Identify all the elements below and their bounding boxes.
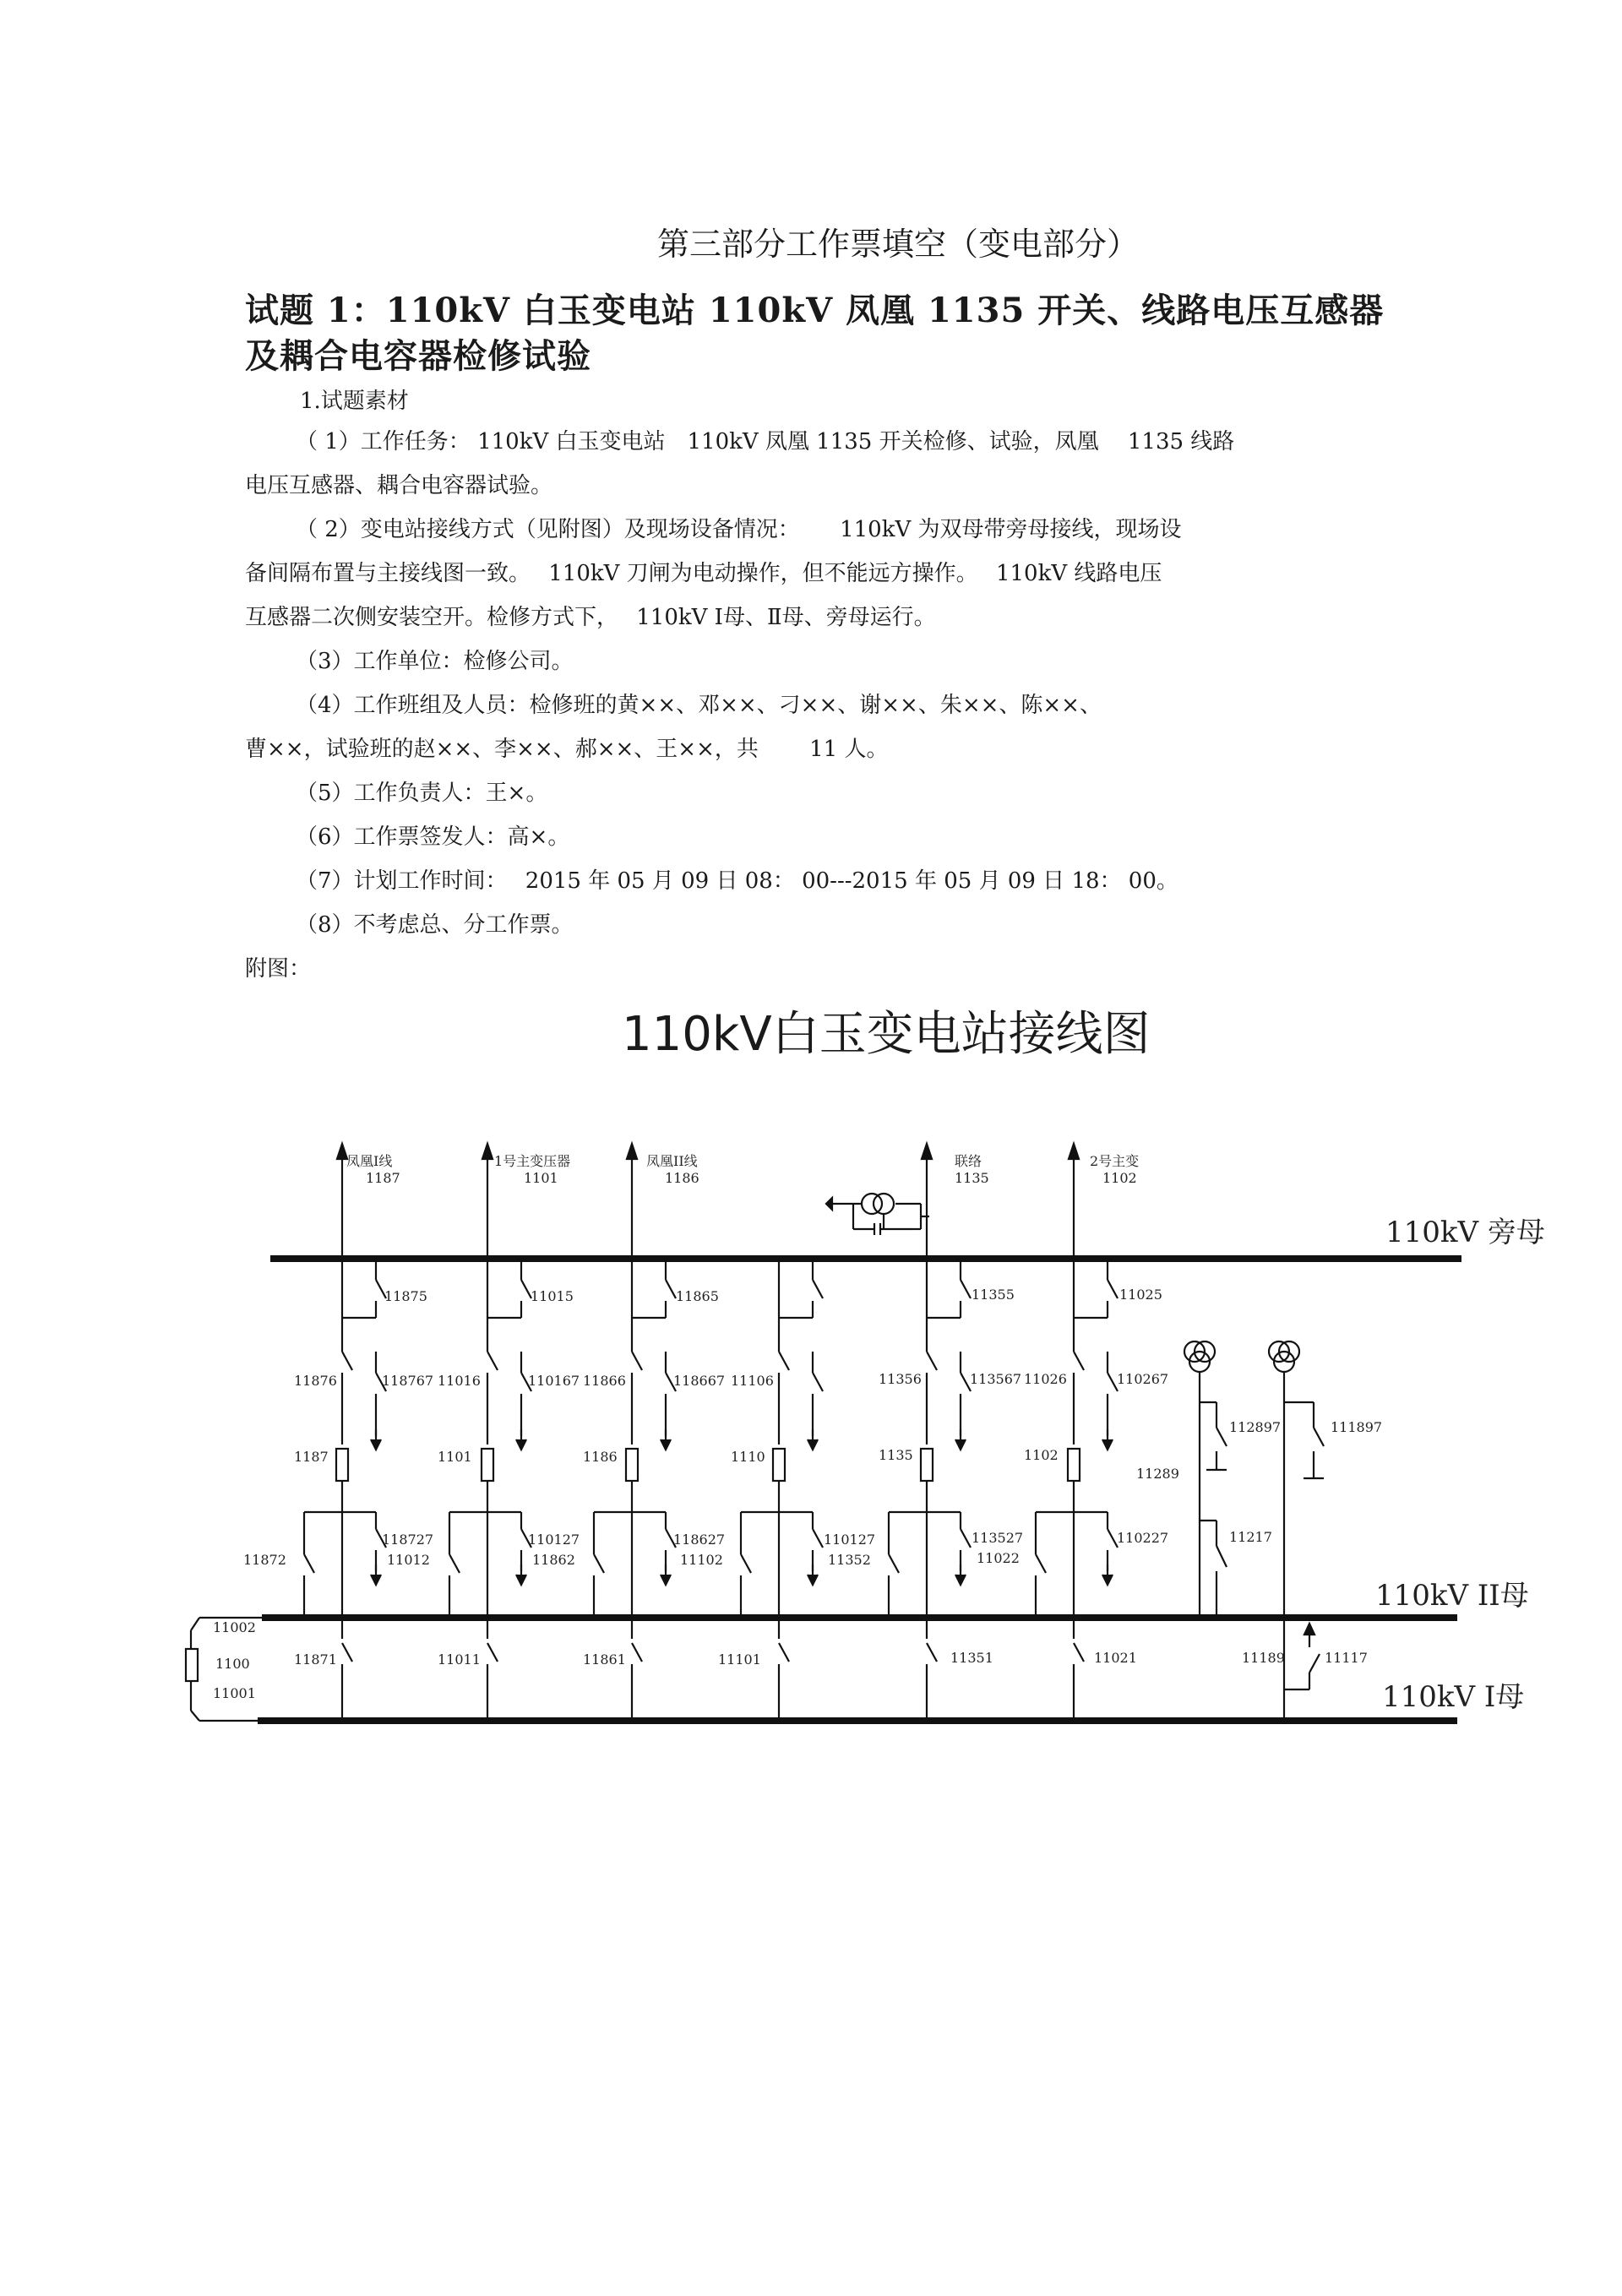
switch-label: 110227: [1117, 1530, 1169, 1546]
switch-label: 11021: [1094, 1650, 1137, 1666]
feeder-name: 2号主变: [1090, 1153, 1140, 1169]
wiring-line2: 备间隔布置与主接线图一致。 110kV 刀闸为电动操作，但不能远方操作。 110kV 线路电压: [245, 561, 1162, 586]
feeder-number: 1135: [955, 1170, 989, 1186]
task-line2: 电压互感器、耦合电容器试验。: [245, 473, 553, 498]
switch-label: 111897: [1331, 1419, 1383, 1435]
switch-label: 11026: [1024, 1371, 1067, 1387]
team-line1: （4）工作班组及人员：检修班的黄××、邓××、刁××、谢××、朱××、陈××、: [296, 693, 1102, 718]
disconnector: [594, 1554, 604, 1573]
switch-label: 11866: [583, 1373, 626, 1389]
disconnector: [741, 1554, 751, 1573]
feeder-name: 1号主变压器: [494, 1153, 571, 1169]
question-title-line2: 及耦合电容器检修试验: [245, 336, 591, 376]
switch-label: 110267: [1117, 1371, 1169, 1387]
switch-label: 110167: [528, 1373, 580, 1389]
disconnector: [342, 1352, 352, 1370]
work-unit: （3）工作单位：检修公司。: [296, 649, 574, 674]
disconnector: [487, 1352, 498, 1370]
switch-label: 11025: [1119, 1287, 1162, 1303]
breaker: [336, 1449, 348, 1481]
switch-label: 110127: [824, 1532, 876, 1548]
disconnector: [666, 1280, 676, 1298]
feeder-name: 凤凰II线: [646, 1153, 698, 1169]
disconnector: [449, 1554, 460, 1573]
disconnector: [1108, 1280, 1118, 1298]
switch-label: 118667: [673, 1373, 726, 1389]
earth-arrow: [516, 1439, 526, 1450]
switch-label: 11011: [438, 1651, 481, 1668]
disconnector: [632, 1643, 642, 1662]
material-heading: 1.试题素材: [300, 389, 409, 414]
feeder-name: 联络: [955, 1153, 982, 1169]
breaker-label: 1187: [294, 1449, 329, 1465]
earth-arrow: [661, 1439, 671, 1450]
disconnector: [961, 1280, 971, 1298]
breaker: [921, 1449, 933, 1481]
disconnector: [487, 1643, 498, 1662]
switch-label: 118727: [382, 1532, 434, 1548]
earth-arrow: [516, 1575, 526, 1585]
section-title: 第三部分工作票填空（变电部分）: [657, 226, 1140, 263]
wiring-line1: （ 2）变电站接线方式（见附图）及现场设备情况： 110kV 为双母带旁母接线，现场设: [296, 517, 1182, 542]
disconnector: [1036, 1554, 1046, 1573]
switch-label: 11001: [213, 1685, 256, 1701]
pt-bay-2: [1184, 1341, 1227, 1618]
breaker: [773, 1449, 785, 1481]
breaker: [482, 1449, 493, 1481]
breaker: [626, 1449, 638, 1481]
switch-label: 11289: [1136, 1466, 1179, 1482]
switch-label: 11876: [294, 1373, 337, 1389]
feeder-number: 1102: [1102, 1170, 1137, 1186]
earth-arrow: [371, 1575, 381, 1585]
switch-label: 11217: [1229, 1529, 1272, 1545]
switch-label: 11117: [1325, 1650, 1368, 1666]
switch-label: 110127: [528, 1532, 580, 1548]
breaker-label: 1100: [215, 1656, 250, 1672]
switch-label: 118627: [673, 1532, 726, 1548]
breaker-label: 1110: [731, 1449, 765, 1465]
work-leader: （5）工作负责人：王×。: [296, 781, 548, 806]
switch-label: 11351: [950, 1650, 993, 1666]
bus-2-label: 110kV II母: [1375, 1579, 1529, 1613]
bypass-bus-label: 110kV 旁母: [1385, 1216, 1545, 1249]
disconnector: [779, 1643, 789, 1662]
switch-label: 11022: [977, 1550, 1020, 1566]
breaker-label: 1186: [583, 1449, 618, 1465]
switch-label: 11106: [731, 1373, 774, 1389]
feeder-arrow: [482, 1144, 493, 1159]
switch-label: 113567: [970, 1371, 1022, 1387]
switch-label: 11355: [972, 1287, 1015, 1303]
breaker-label: 1135: [879, 1447, 913, 1463]
switch-label: 11101: [718, 1651, 761, 1668]
planned-time: （7）计划工作时间： 2015 年 05 月 09 日 08： 00---2015 年 05 月 09 日 18： 00。: [296, 868, 1178, 894]
earth-arrow: [661, 1575, 671, 1585]
disconnector: [889, 1554, 899, 1573]
disconnector: [1074, 1352, 1084, 1370]
figure-caption: 附图：: [245, 956, 312, 982]
switch-label: 11865: [676, 1288, 719, 1304]
switch-label: 11012: [387, 1552, 430, 1568]
breaker: [1068, 1449, 1080, 1481]
switch-label: 113527: [972, 1530, 1024, 1546]
disconnector: [961, 1529, 971, 1548]
feeder-arrow: [627, 1144, 637, 1159]
question-title-line1: 试题 1：110kV 白玉变电站 110kV 凤凰 1135 开关、线路电压互感器: [245, 291, 1385, 330]
switch-label: 118767: [382, 1373, 434, 1389]
switch-label: 11002: [213, 1619, 256, 1635]
disconnector: [632, 1352, 642, 1370]
feeder-arrow: [922, 1144, 932, 1159]
disconnector: [813, 1529, 823, 1548]
task-line1: （ 1）工作任务： 110kV 白玉变电站 110kV 凤凰 1135 开关检修、试验，凤凰 1135 线路: [296, 429, 1235, 454]
earth-arrow: [808, 1575, 818, 1585]
feeder-arrow: [1069, 1144, 1079, 1159]
switch-label: 112897: [1229, 1419, 1282, 1435]
earth-arrow: [808, 1439, 818, 1450]
switch-label: 11352: [828, 1552, 871, 1568]
disconnector: [927, 1352, 937, 1370]
feeder-number: 1101: [524, 1170, 558, 1186]
earth-arrow: [955, 1439, 966, 1450]
disconnector: [304, 1554, 314, 1573]
disconnector: [342, 1643, 352, 1662]
earth-arrow: [1102, 1439, 1113, 1450]
switch-label: 11015: [531, 1288, 574, 1304]
diagram-title: 110kV白玉变电站接线图: [622, 1007, 1151, 1062]
switch-label: 11102: [680, 1552, 723, 1568]
feeder-name: 凤凰I线: [346, 1153, 393, 1169]
team-line2: 曹××，试验班的赵××、李××、郝××、王××，共 11 人。: [245, 737, 889, 762]
wiring-line3: 互感器二次侧安装空开。检修方式下， 110kV Ⅰ母、Ⅱ母、旁母运行。: [245, 605, 936, 630]
line-pt-capacitor: [826, 1194, 929, 1235]
switch-label: 11189: [1242, 1650, 1285, 1666]
breaker-label: 1102: [1024, 1447, 1059, 1463]
switch-label: 11861: [583, 1651, 626, 1668]
switch-label: 11871: [294, 1651, 337, 1668]
bus-1-label: 110kV I母: [1382, 1680, 1525, 1714]
earth-arrow: [955, 1575, 966, 1585]
switch-label: 11875: [384, 1288, 427, 1304]
switch-label: 11872: [243, 1552, 286, 1568]
disconnector: [813, 1280, 823, 1298]
earth-arrow: [371, 1439, 381, 1450]
switch-label: 11016: [438, 1373, 481, 1389]
earth-arrow: [1102, 1575, 1113, 1585]
feeder-number: 1187: [366, 1170, 400, 1186]
no-split-ticket: （8）不考虑总、分工作票。: [296, 912, 574, 938]
ticket-issuer: （6）工作票签发人：高×。: [296, 824, 570, 850]
disconnector: [927, 1643, 937, 1662]
switch-label: 11356: [879, 1371, 922, 1387]
switch-label: 11862: [532, 1552, 575, 1568]
breaker-label: 1101: [438, 1449, 472, 1465]
disconnector: [779, 1352, 789, 1370]
disconnector: [1074, 1643, 1084, 1662]
disconnector: [813, 1373, 823, 1391]
feeder-number: 1186: [665, 1170, 699, 1186]
